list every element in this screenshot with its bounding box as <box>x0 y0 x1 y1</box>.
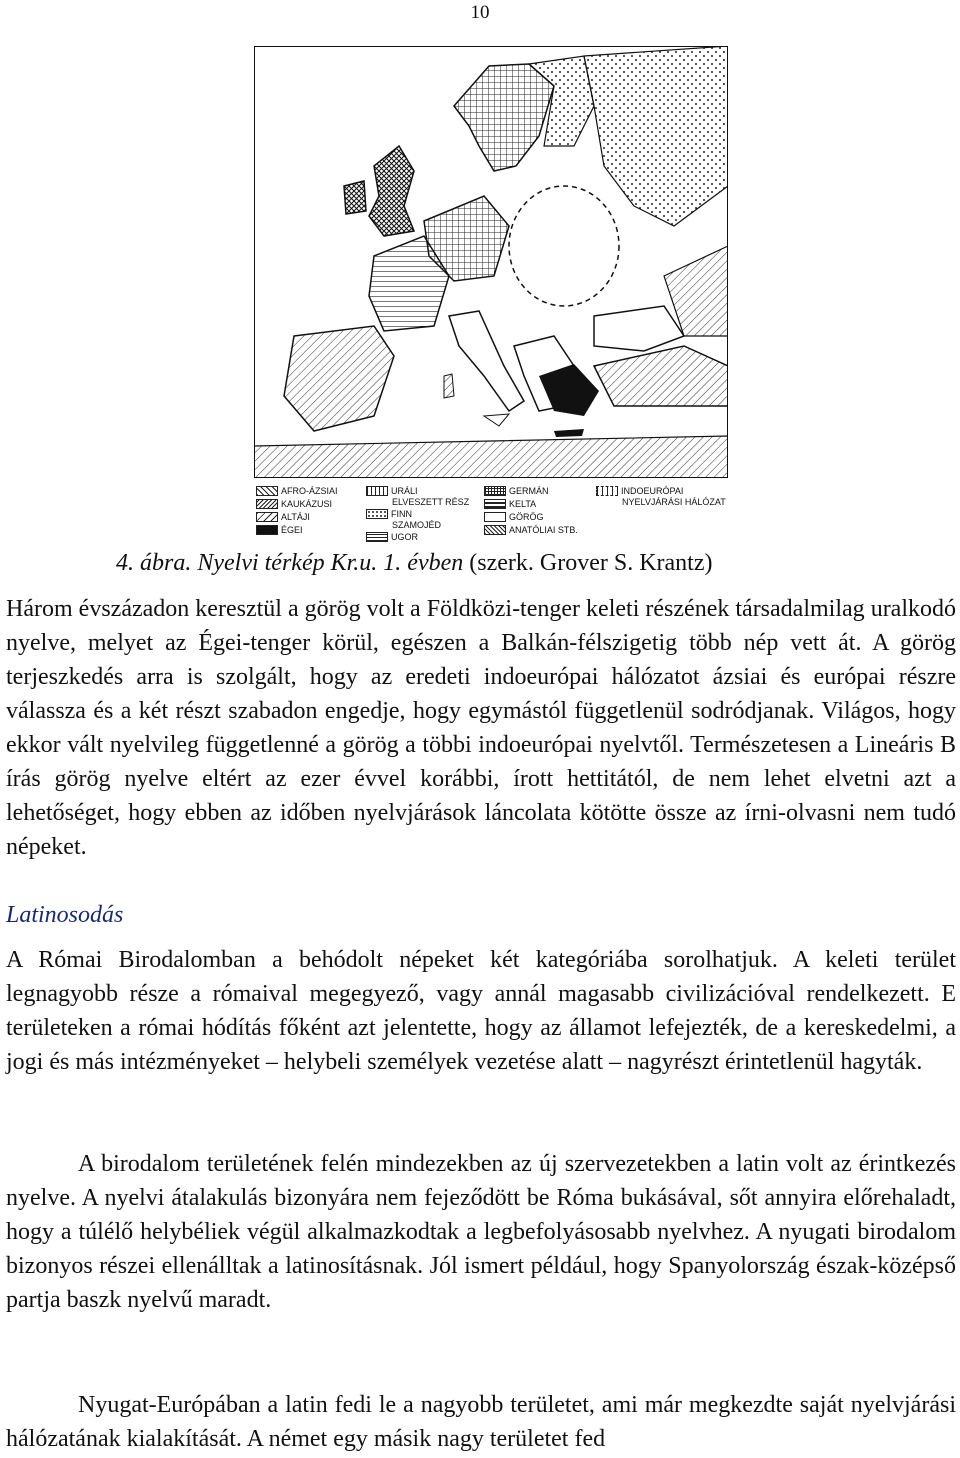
legend-item: URÁLI <box>366 484 469 497</box>
legend-swatch <box>256 486 278 496</box>
legend-column-2 <box>366 484 469 543</box>
legend-item: FINN <box>366 507 469 520</box>
legend-item: UGOR <box>366 530 469 543</box>
legend-column-4 <box>596 484 726 507</box>
paragraph-4: Nyugat-Európában a latin fedi le a nagyobb területet, ami már megkezdte saját nyelvjárási hálózatának kialakítását. A német egy másik nagy területet fed <box>6 1392 956 1452</box>
legend-swatch <box>484 499 506 509</box>
legend-item: ANATÓLIAI STB. <box>484 523 578 536</box>
legend-swatch <box>256 512 278 522</box>
legend-swatch <box>484 512 506 522</box>
paragraph-1: Három évszázadon keresztül a görög volt a Földközi-tenger keleti részének társadalmilag uralkodó nyelve, melyet az Égei-tenger körül, egészen a Balkán-félszigetig több nép vett át. A görög terjeszkedés arra is szolgált, hogy az eredeti indoeurópai hálózatot ázsiai és európai részre válassza és a két részt szabadon engedje, hogy egymástól függetlenül sodródjanak. Világos, hogy ekkor vált nyelvileg függetlenné a görög a többi indoeurópai nyelvtől. Természetesen a Lineáris B írás görög nyelve eltért az ezer évvel korábbi, írott hettitától, de nem lehet elvetni azt a lehetőséget, hogy ebben az időben nyelvjárások láncolata kötötte össze az írni-olvasni nem tudó népeket. <box>6 596 956 860</box>
legend-swatch <box>596 486 618 496</box>
legend-item: NYELVJÁRÁSI HÁLÓZAT <box>622 497 726 507</box>
legend-swatch <box>366 532 388 542</box>
paragraph-3: A birodalom területének felén mindezekben az új szervezetekben a latin volt az érintkezés nyelve. A nyelvi átalakulás bizonyára nem fejeződött be Róma bukásával, sőt annyira előrehaladt, hogy a túlélő helybéliek végül alkalmazkodtak a legbefolyásosabb nyelvhez. A nyugati birodalom bizonyos részei ellenálltak a latinosításnak. Jól ismert például, hogy Spanyolország észak-középső partja baszk nyelvű maradt. <box>6 1151 956 1313</box>
ireland-region <box>344 181 366 214</box>
legend-swatch <box>366 509 388 519</box>
legend-item: GÖRÖG <box>484 510 578 523</box>
legend-item: AFRO-ÁZSIAI <box>256 484 338 497</box>
legend-item: ALTÁJI <box>256 510 338 523</box>
section-heading: Latinosodás <box>6 902 124 928</box>
legend-swatch <box>366 486 388 496</box>
legend-swatch <box>484 486 506 496</box>
legend-swatch <box>256 499 278 509</box>
language-map <box>254 46 728 478</box>
page-number: 10 <box>470 2 490 23</box>
sardinia <box>444 374 454 398</box>
map-legend <box>256 484 726 542</box>
legend-item: ÉGEI <box>256 523 338 536</box>
legend-column-1 <box>256 484 338 536</box>
legend-swatch <box>256 525 278 535</box>
legend-item: GERMÁN <box>484 484 578 497</box>
legend-item: SZAMOJÉD <box>392 520 442 530</box>
legend-item: KAUKÁZUSI <box>256 497 338 510</box>
legend-item: ELVESZETT RÉSZ <box>392 497 470 507</box>
legend-item: INDOEURÓPAI <box>596 484 726 497</box>
legend-column-3 <box>484 484 578 536</box>
figure-caption: 4. ábra. Nyelvi térkép Kr.u. 1. évben (szerk. Grover S. Krantz) <box>116 550 713 576</box>
legend-item: KELTA <box>484 497 578 510</box>
paragraph-2: A Római Birodalomban a behódolt népeket két kategóriába sorolhatjuk. A keleti terület legnagyobb része a rómaival megegyező, vagy annál magasabb civilizációval rendelkezett. E területeken a római hódítás főként azt jelentette, hogy az államot lefejezték, de a kereskedelmi, a jogi és más intézményeket – helybeli személyek vezetése alatt – nagyrészt érintetlenül hagyták. <box>6 947 956 1075</box>
legend-swatch <box>484 525 506 535</box>
